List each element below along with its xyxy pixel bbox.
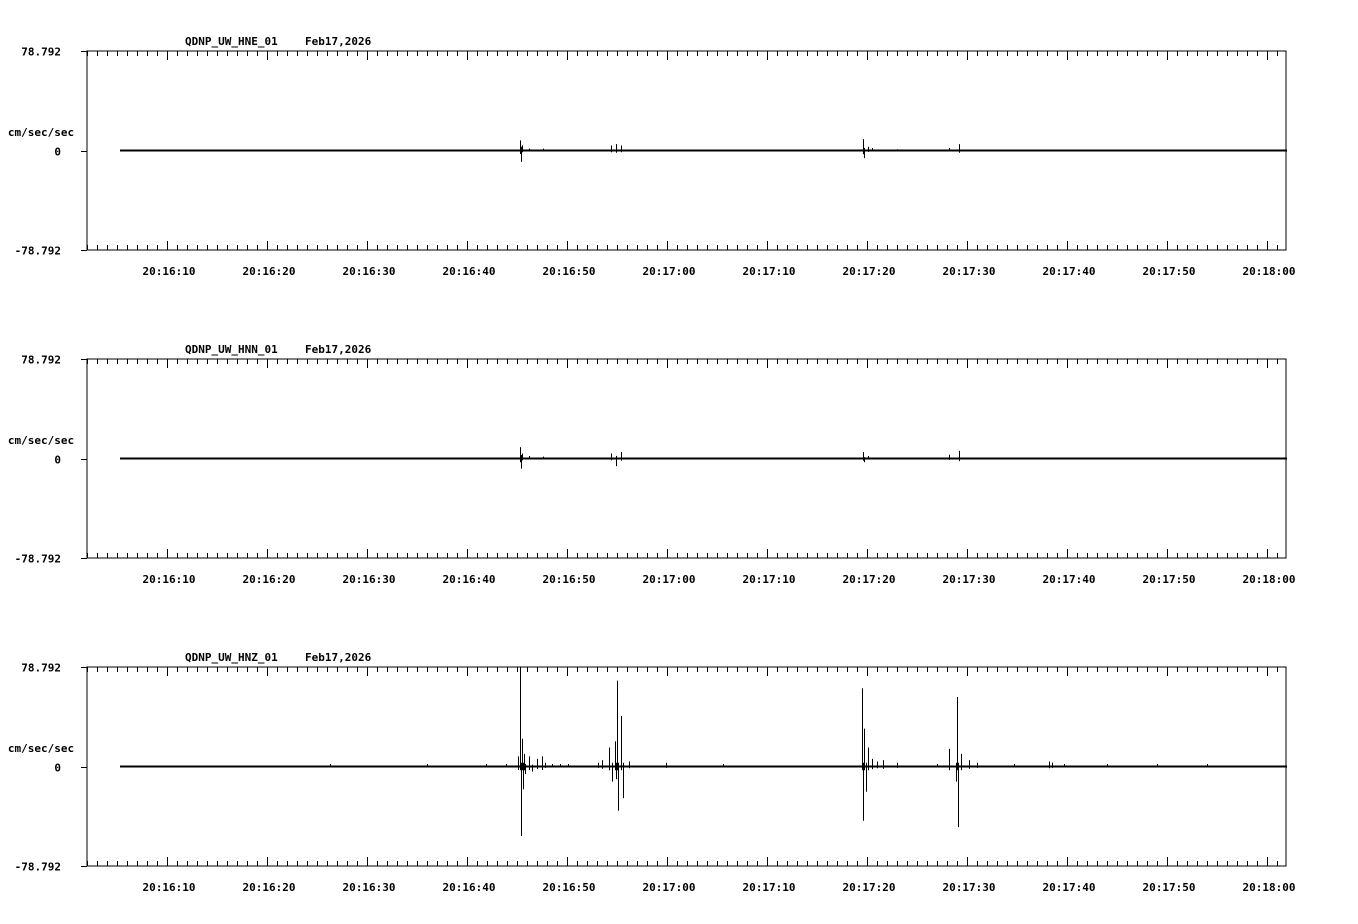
x-tick-label: 20:17:40 <box>1042 881 1096 894</box>
x-tick-label: 20:16:50 <box>542 881 596 894</box>
y-tick-label: 0 <box>54 453 61 467</box>
x-tick-label: 20:17:30 <box>942 265 996 278</box>
station-title: QDNP_UW_HNN_01 <box>185 343 278 356</box>
y-tick-label: -78.792 <box>14 552 61 566</box>
y-tick-label: 0 <box>54 145 61 159</box>
y-axis-label: cm/sec/sec <box>7 434 75 447</box>
x-tick-label: 20:17:20 <box>842 573 896 586</box>
y-tick-label: 0 <box>54 761 61 775</box>
x-tick-label: 20:16:50 <box>542 265 596 278</box>
x-tick-label: 20:17:10 <box>742 881 796 894</box>
x-tick-label: 20:17:50 <box>1142 881 1196 894</box>
x-tick-label: 20:17:40 <box>1042 265 1096 278</box>
x-tick-label: 20:17:30 <box>942 573 996 586</box>
x-tick-label: 20:16:10 <box>142 265 196 278</box>
y-tick-label: 78.792 <box>21 353 61 367</box>
station-title: QDNP_UW_HNE_01 <box>185 35 278 48</box>
x-tick-label: 20:17:10 <box>742 265 796 278</box>
x-tick-label: 20:16:10 <box>142 881 196 894</box>
y-tick-label: 78.792 <box>21 45 61 59</box>
x-tick-label: 20:16:20 <box>242 881 296 894</box>
trace-date: Feb17,2026 <box>305 651 372 664</box>
y-tick-label: -78.792 <box>14 244 61 258</box>
x-tick-label: 20:16:40 <box>442 265 496 278</box>
x-tick-label: 20:16:50 <box>542 573 596 586</box>
y-tick-label: 78.792 <box>21 661 61 675</box>
x-tick-label: 20:16:40 <box>442 573 496 586</box>
x-tick-label: 20:17:00 <box>642 573 696 586</box>
trace-date: Feb17,2026 <box>305 35 372 48</box>
x-tick-label: 20:17:00 <box>642 265 696 278</box>
y-axis-label: cm/sec/sec <box>7 742 75 755</box>
x-tick-label: 20:17:30 <box>942 881 996 894</box>
y-axis-label: cm/sec/sec <box>7 126 75 139</box>
trace-date: Feb17,2026 <box>305 343 372 356</box>
x-tick-label: 20:17:00 <box>642 881 696 894</box>
x-tick-label: 20:17:20 <box>842 265 896 278</box>
x-tick-label: 20:17:50 <box>1142 265 1196 278</box>
x-tick-label: 20:18:00 <box>1242 881 1296 894</box>
x-tick-label: 20:18:00 <box>1242 573 1296 586</box>
x-tick-label: 20:16:30 <box>342 881 396 894</box>
x-tick-label: 20:16:30 <box>342 265 396 278</box>
x-tick-label: 20:17:20 <box>842 881 896 894</box>
x-tick-label: 20:17:50 <box>1142 573 1196 586</box>
x-tick-label: 20:16:20 <box>242 573 296 586</box>
x-tick-label: 20:17:40 <box>1042 573 1096 586</box>
x-tick-label: 20:16:10 <box>142 573 196 586</box>
x-tick-label: 20:16:30 <box>342 573 396 586</box>
x-tick-label: 20:16:20 <box>242 265 296 278</box>
station-title: QDNP_UW_HNZ_01 <box>185 651 278 664</box>
x-tick-label: 20:17:10 <box>742 573 796 586</box>
y-tick-label: -78.792 <box>14 860 61 874</box>
x-tick-label: 20:16:40 <box>442 881 496 894</box>
x-tick-label: 20:18:00 <box>1242 265 1296 278</box>
